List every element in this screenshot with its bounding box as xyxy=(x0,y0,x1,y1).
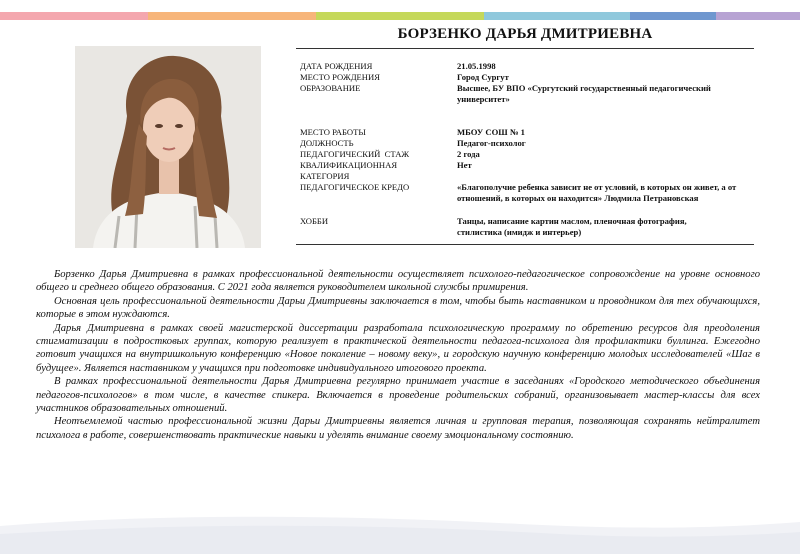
stripe-segment xyxy=(484,12,630,20)
info-divider xyxy=(296,244,754,245)
info-label: МЕСТО РАБОТЫ xyxy=(300,127,366,137)
paragraph: Неотъемлемой частью профессиональной жизни Дарьи Дмитриевны является личная и групповая терапия, позволяющая сохранять нейтралитет психолога в работе, совершенствовать практические навыки и уделять внимание своему эмоциональному состоянию. xyxy=(36,416,760,441)
stripe-segment xyxy=(316,12,484,20)
portrait-photo xyxy=(75,46,261,248)
info-value: 2 года xyxy=(457,149,480,159)
person-name-heading: БОРЗЕНКО ДАРЬЯ ДМИТРИЕВНА xyxy=(397,26,653,42)
paragraph: Основная цель профессиональной деятельности Дарьи Дмитриевны заключается в том, чтобы быть наставником и проводником для тех обучающихся, которые в этом нуждаются. xyxy=(36,295,760,321)
info-label: КВАЛИФИКАЦИОННАЯ КАТЕГОРИЯ xyxy=(300,160,398,181)
bottom-wave-decoration xyxy=(0,494,800,554)
info-value: Город Сургут xyxy=(457,72,509,82)
info-value: Высшее, БУ ВПО «Сургутский государственный педагогический университет» xyxy=(457,83,711,104)
heading-divider xyxy=(296,48,754,49)
stripe-segment xyxy=(716,12,800,20)
info-label: ПЕДАГОГИЧЕСКИЙ СТАЖ xyxy=(300,149,410,159)
info-value: Танцы, написание картин маслом, пленочная фотография, стилистика (имидж и интерьер) xyxy=(457,216,687,237)
info-value: МБОУ СОШ № 1 xyxy=(457,127,525,137)
top-color-stripe xyxy=(0,12,800,20)
info-label: ОБРАЗОВАНИЕ xyxy=(300,83,361,93)
biography-text xyxy=(36,268,760,442)
stripe-segment xyxy=(148,12,316,20)
portrait-image xyxy=(75,46,261,248)
info-value: Педагог-психолог xyxy=(457,138,526,148)
info-label: ХОББИ xyxy=(300,216,329,226)
paragraph: Борзенко Дарья Дмитриевна в рамках профессиональной деятельности осуществляет психолого-педагогическое сопровождение на уровне основного общего и среднего общего образования. С 2021 года является руководителем школьной службы примирения. xyxy=(36,269,760,294)
info-label: ДОЛЖНОСТЬ xyxy=(300,138,354,148)
info-value: «Благополучие ребенка зависит не от условий, в которых он живет, а от отношений, в которых он находится» Людмила Петрановская xyxy=(457,182,737,203)
info-label: ДАТА РОЖДЕНИЯ xyxy=(300,61,373,71)
paragraph: В рамках профессиональной деятельности Дарья Дмитриевна регулярно принимает участие в заседаниях «Городского методического объединения педагогов-психологов» в том числе, в качестве спикера. Включается в проведение родительских собраний, организовывает мастер-классы для всех участников образовательных отношений. xyxy=(36,376,760,415)
info-value: 21.05.1998 xyxy=(457,61,496,71)
info-label: ПЕДАГОГИЧЕСКОЕ КРЕДО xyxy=(300,182,410,192)
info-value: Нет xyxy=(457,160,472,170)
stripe-segment xyxy=(0,12,148,20)
info-label: МЕСТО РОЖДЕНИЯ xyxy=(300,72,380,82)
stripe-segment xyxy=(630,12,716,20)
paragraph: Дарья Дмитриевна в рамках своей магистерской диссертации разработала психологическую программу по обретению ресурсов для преодоления стигматизации в подростковых группах, которую реализует в практической деятельности педагога-психолога для профилактики буллинга. Ежегодно готовит учащихся на внутришкольную конференцию «Новое поколение – новому веку», и городскую научную конференцию молодых исследователей «Шаг в будущее». Является наставником у учащихся при подготовке индивидуального итогового проекта. xyxy=(36,322,760,374)
